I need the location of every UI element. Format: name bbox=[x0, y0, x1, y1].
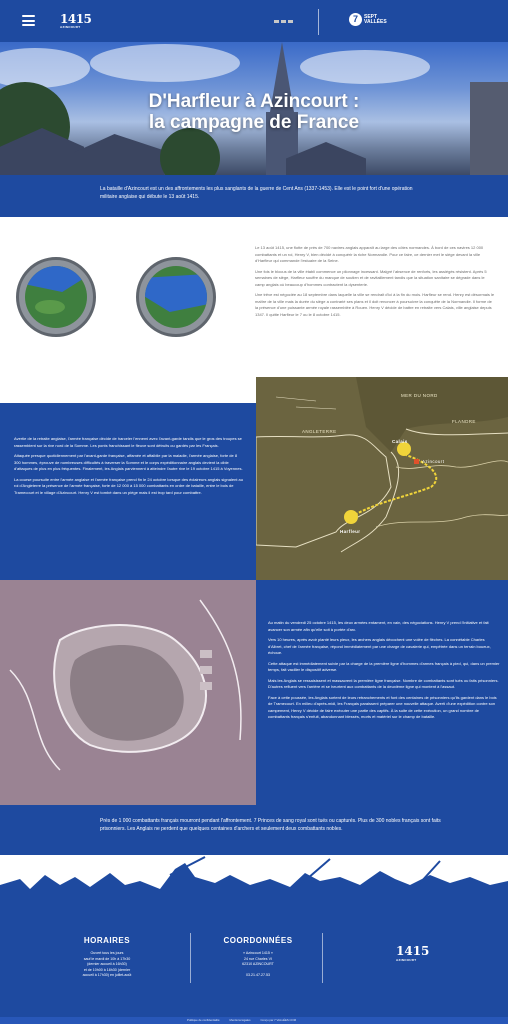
paragraph: Cette attaque est immédiatement suivie par la charge de la première ligne d'hommes d'armes français à pied, qui, dans un premier temps, fait vaciller le dispositif adverse. bbox=[268, 660, 500, 672]
footer-logo-subtitle: AZINCOURT bbox=[396, 958, 417, 962]
hours-line: accueil à 17h30) en juillet-août bbox=[82, 973, 132, 977]
losses-text: Près de 1 000 combattants français mourront pendant l'affrontement. 7 Princes de sang royal sont tués ou capturés. Plus de 300 nobles français sont faits prisonniers. Les Anglais ne perdent que quelques centaines d'archers et seulement deux combattants nobles. bbox=[100, 818, 441, 832]
harfleur-marker bbox=[344, 510, 358, 524]
paragraph: Au matin du vendredi 25 octobre 1415, les deux armées entament, en vain, des négociations. Henry V prend l'initiative et fait avancer son armée afin qu'elle soit à portée d'arc. bbox=[268, 620, 489, 632]
plan-legend bbox=[200, 666, 212, 674]
hero-cloud bbox=[300, 50, 430, 84]
page-title bbox=[0, 91, 508, 133]
battle-text bbox=[268, 620, 500, 725]
harfleur-text bbox=[255, 245, 495, 322]
contact-title: COORDONNÉES bbox=[223, 936, 293, 945]
hours-line: Ouvert tous les jours bbox=[90, 951, 124, 955]
battle-plan-illustration bbox=[0, 580, 256, 805]
map-label: Harfleur bbox=[340, 529, 361, 534]
silhouette-drawing bbox=[0, 855, 508, 905]
footer-divider bbox=[322, 933, 323, 983]
coastline bbox=[406, 429, 508, 435]
river bbox=[396, 461, 508, 469]
river bbox=[376, 515, 508, 527]
sea-lines bbox=[276, 397, 336, 409]
legal-bar bbox=[0, 1017, 508, 1024]
plan-legend bbox=[200, 682, 212, 690]
paragraph: Le 13 août 1415, une flotte de près de 700 navires anglais apparaît au large des côtes normandes. À bord de ces navires 12 000 combattants et un roi, Henry V, bien décidé à conquérir la riche Normandie. Pour ce faire, ce dernier met le siège devant la ville d'Harfleur qui commande l'estuaire de la Seine. bbox=[255, 245, 484, 263]
hero-roof bbox=[286, 142, 366, 175]
privacy-link[interactable]: Politique de confidentialité bbox=[187, 1018, 220, 1022]
partner-logo-line1: SEPT bbox=[364, 13, 378, 20]
contact-phone[interactable]: 03.21.47.27.53 bbox=[246, 973, 270, 977]
partner-logo-line2: VALLÉES bbox=[364, 18, 387, 25]
paragraph: Avertie de la retraite anglaise, l'armée française décide de harceler l'ennemi avec l'avant-garde tandis que le gros des troupes se rassemblent sur la rive nord de la Somme. Les ponts franchissant le fleuve sont détruits ou gardés par les Français. bbox=[14, 436, 242, 448]
logo-text: 1415 bbox=[60, 12, 92, 26]
footer-logo-text: 1415 bbox=[396, 944, 430, 958]
losses-section bbox=[0, 805, 508, 855]
map-label: Calais bbox=[392, 439, 408, 444]
header-divider bbox=[318, 9, 319, 35]
flag-icon[interactable] bbox=[288, 20, 293, 23]
site-footer bbox=[0, 905, 508, 1017]
england-coast bbox=[256, 435, 391, 547]
harfleur-section bbox=[0, 217, 508, 403]
hero-roof bbox=[74, 134, 164, 175]
battle-silhouette bbox=[0, 855, 508, 905]
hamburger-icon[interactable] bbox=[22, 15, 35, 26]
paragraph: La course poursuite entre l'armée anglaise et l'armée française prend fin le 24 octobre lorsque des éclaireurs anglais signalent au roi d'Angleterre la présence de l'armée française, forte de 12 000 à 15 000 combattants en ordre de bataille, entre le bois de Tramecourt et le village d'Azincourt. Henry V est tombé dans un piège mais il est trop tard pour combattre. bbox=[14, 476, 243, 495]
credits-link[interactable]: Conçu par 7 VALLÉES COM bbox=[260, 1018, 297, 1022]
site-logo[interactable] bbox=[60, 12, 91, 29]
contact-line: « Azincourt 1415 » bbox=[243, 951, 273, 955]
campaign-map-drawing bbox=[256, 377, 508, 580]
partner-logo-mark: 7 bbox=[349, 13, 362, 26]
retreat-text bbox=[14, 436, 244, 500]
paragraph: Mais les Anglais se ressaisissent et massacrent la première ligne française. Nombre de combattants sont tués ou faits prisonniers. D'autres refluent vers l'arrière et se heurtent aux combattants de la deuxième ligne qui montent à l'assaut. bbox=[268, 677, 499, 689]
map-label: ANGLETERRE bbox=[302, 429, 337, 434]
hero-cloud bbox=[0, 48, 90, 88]
page-title-line1: D'Harfleur à Azincourt : bbox=[148, 91, 360, 112]
contact-line: 24 rue Charles VI bbox=[244, 956, 272, 961]
hours-line: (dernier accueil à 16h30) bbox=[87, 962, 127, 966]
legal-link[interactable]: Mentions légales bbox=[229, 1018, 251, 1022]
map-label: Azincourt bbox=[422, 459, 445, 464]
hours-line: et de 10h00 à 18h30 (dernier bbox=[83, 967, 131, 972]
paragraph: Vers 10 heures, après avoir planté leurs pieux, les archers anglais décochent une volée de flèches. La connétable Charles d'Albret, chef de l'armée française, répond immédiatement par une charge de cavalerie qui, empêtrée dans un terrain boueux, échoue. bbox=[268, 637, 491, 655]
footer-divider bbox=[190, 933, 191, 983]
partner-logo[interactable] bbox=[349, 13, 387, 26]
page-title-line2: la campagne de France bbox=[148, 112, 360, 133]
north-sea bbox=[356, 377, 508, 452]
hero-tree bbox=[160, 128, 220, 175]
hero-banner bbox=[0, 42, 508, 175]
azincourt-marker bbox=[414, 459, 419, 464]
language-flags[interactable] bbox=[274, 20, 293, 23]
intro-text: La bataille d'Azincourt est un des affrontements les plus sanglants de la guerre de Cent Ans (1337-1453). Elle est le point fort d'une opération militaire anglaise qui débute le 13 août 1415. bbox=[100, 186, 413, 200]
footer-logo[interactable] bbox=[396, 944, 429, 962]
paragraph: Une trêve est négociée au 18 septembre dans laquelle la ville se rendrait d'ici à la fin du mois. Harfleur se rend. Henry est désormais le maître de la ville mais la durée du siège a contrarié ses plans et il doit renoncer à poursuivre la conquête de la Normandie. Il forme de la présence d'une puissante armée royale rassemblée à Rouen. Henry V décide de battre en retraite vers Calais, ville anglaise depuis 1347. Il quitte Harfleur le 7 ou le 8 octobre 1415. bbox=[255, 292, 495, 317]
footer-contact bbox=[212, 936, 304, 979]
hero-cloud bbox=[90, 44, 240, 82]
logo-subtitle: AZINCOURT bbox=[60, 25, 81, 29]
hours-title: HORAIRES bbox=[83, 936, 131, 945]
map-label: FLANDRE bbox=[452, 419, 476, 424]
paragraph: Face à cette poussée, les Anglais sortent de leurs retranchements et font des centaines de prisonniers qu'ils gardent dans le bois de Tramecourt. En milieu d'après-midi, les Français paraissent préparer une nouvelle attaque. Averti d'une expédition contre son campement, Henry V décide de faire exécuter une partie des captifs. À la suite de cette exécution, un grand nombre de combattants français s'enfuit, abandonnant blessés, morts et matériel sur le champ de bataille. bbox=[268, 694, 497, 719]
battle-plan-drawing bbox=[0, 580, 256, 805]
campaign-map bbox=[256, 377, 508, 580]
paragraph: Une fois le blocus de la ville établi commence un pilonnage incessant. Malgré l'absence de renforts, les assiégés résistent. Après 5 semaines de siège, Harfleur souffre du manque de soutien et de ravitaillement tandis que la situation sanitaire se dégrade dans le camp anglais où beaucoup d'hommes contractent la dysenterie. bbox=[255, 268, 487, 287]
footer-hours bbox=[62, 936, 152, 979]
contact-line: 62310 AZINCOURT bbox=[242, 962, 274, 966]
map-label: MER DU NORD bbox=[401, 393, 438, 398]
calais-marker bbox=[397, 442, 411, 456]
plan-legend bbox=[200, 650, 212, 658]
globe-illustration-right bbox=[136, 257, 216, 337]
intro-section bbox=[0, 175, 508, 217]
flag-icon[interactable] bbox=[281, 20, 286, 23]
site-header bbox=[0, 0, 508, 42]
flag-icon[interactable] bbox=[274, 20, 279, 23]
spears bbox=[170, 857, 440, 885]
globe-illustration-left bbox=[16, 257, 96, 337]
hours-line: sauf le mardi de 10h à 17h30 bbox=[83, 956, 131, 961]
paragraph: Attaquée presque quotidiennement par l'avant-garde française, affamée et affaiblie par la maladie, l'armée anglaise, forte de 8 300 hommes, éprouve de nombreuses difficultés à traverser la Somme et le corps expéditionnaire anglais devient la cible d'attaques de plus en plus fréquentes. Finalement, les Anglais parviennent à atteindre l'autre rive le 19 octobre 1415 à Voyennes. bbox=[14, 453, 243, 471]
